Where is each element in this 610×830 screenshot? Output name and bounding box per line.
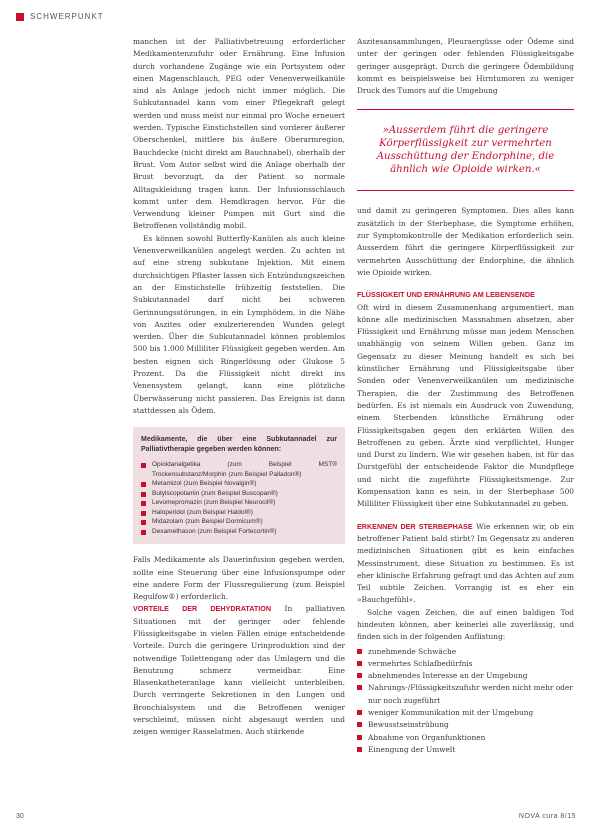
body-paragraph: ERKENNEN DER STERBEPHASE Wie erkennen wir, ob ein betroffener Patient bald stirbt? Im Gegensatz zu anderen medizinischen Situationen gibt es kein einfaches Messinstrument, diese Situation zu bestimmen. Es ist eher klinische Erfahrung gefragt und das Achten auf zum Teil subtile Zeichen. Vorrangig ist es eher ein »Bauchgefühl«. [357, 521, 574, 605]
bullet-icon [357, 685, 362, 690]
body-paragraph: Falls Medikamente als Dauerinfusion gegeben werden, sollte eine Steuerung über eine Infusionspumpe oder eine andere Form der Flussregulierung (zum Beispiel Regulfow®) erforderlich. [133, 555, 345, 602]
infobox-title: Medikamente, die über eine Subkutannadel zur Palliativtherapie gegeben werden können: [141, 436, 337, 454]
bullet-icon [357, 673, 362, 678]
body-paragraph: Es können sowohl Butterfly-Kanülen als auch kleine Venenverweilkanülen angelegt werden. Zu achten ist auf eine streng subkutane Injektion. Mit einem durchsichtigen Pflaster lassen sich Entzündungszeichen an der Einstichstelle frühzeitig feststellen. Die Subkutannadel darf nicht bei schweren Gerinnungsstörungen, in ein Lymphödem, in die Nähe von Aszites oder exulzerierenden Wunden gelegt werden. Über die Subkutannadel können problemlos 500 bis 1.000 Milliliter Flüssigkeit gegeben werden. Am besten eignen sich Ringerlösung oder Glukose 5 Prozent. Da die Flüssigkeit nicht direkt ins Venensystem gelangt, kann eine plötzliche Überwässerung nicht passieren. Das Ereignis ist dann stattdessen als Ödem. [133, 233, 345, 415]
list-item: Opioidanalgetika (zum Beispiel MST® Trockensubstanz/Morphin (zum Beispiel Palladon®) [141, 460, 337, 479]
list-item: abnehmendes Interesse an der Umgebung [357, 670, 574, 682]
bullet-icon [141, 492, 146, 497]
list-item: zunehmende Schwäche [357, 646, 574, 658]
body-paragraph: Aszitesansammlungen, Pleuraergüsse oder Ödeme sind unter der geringen oder fehlenden Flüssigkeitsgabe geringer ausgeprägt. Durch die geringere Ödembildung kommt es beispielsweise bei Hirntumoren zu weniger Druck des Tumors auf die Umgebung [357, 37, 574, 96]
page-header [16, 12, 104, 21]
list-item: Butylscopolamin (zum Beispiel Buscopan®) [141, 489, 337, 499]
signs-list [357, 646, 574, 757]
bullet-icon [357, 710, 362, 715]
medication-infobox [133, 427, 345, 544]
magazine-name: NOVA cura 8/15 [518, 813, 576, 820]
list-item: Einengung der Umwelt [357, 744, 574, 756]
bullet-icon [141, 463, 146, 468]
section-heading: ERKENNEN DER STERBEPHASE [357, 521, 473, 531]
left-column [133, 36, 345, 739]
bullet-icon [357, 735, 362, 740]
body-paragraph: und damit zu geringeren Symptomen. Dies alles kann zusätzlich in der Sterbephase, die Symptome erhöhen, zur Symptomkontrolle der Medikation erforderlich sein. Ausserdem führt die geringere Körperflüssigkeit zur vermehrten Ausschüttung der Endorphine, die ähnlich wie Opioide wirken. [357, 206, 574, 277]
bullet-icon [357, 649, 362, 654]
body-paragraph: manchen ist der Palliativbetreuung erforderlicher Medikamentenzufuhr oder Ernährung. Eine Infusion durch vorhandene Zugänge wie ein Portsystem oder einen Magenschlauch, PEG oder Venenverweilkanüle sind als Anlage jedoch nicht immer möglich. Die Subkutannadel kann vom einer Pflegekraft gelegt werden und muss meist nur einmal pro Woche erneuert werden. Typische Einstichstellen sind vorderer äußerer Oberschenkel, mittlere bis äußere Oberarmregion, Bauchdecke (nicht direkt am Bauchnabel), oberhalb der Brust. Vom Autor selbst wird die Anlage oberhalb der Brust bevorzugt, da der Patient so normale Alltagskleidung tragen kann. Der Infusionsschlauch kommt unter dem Hemdkragen hervor. Für die Verwendung kleiner Pumpen mit Gurt sind die Betroffenen vollständig mobil. [133, 37, 345, 231]
body-paragraph: Oft wird in diesem Zusammenhang argumentiert, man könne alle medizinischen Massnahmen absetzen, aber Flüssigkeit und Ernährung müsse man jedem Menschen unabhängig von seinem Willen geben. Ganz im Gegensatz zu dieser Meinung handelt es sich bei künstlicher Ernährung und Flüssigkeitsgabe über Sonden oder Venenverweilkanülen um medizinische Therapien, die der Zustimmung des Betroffenen bedürfen. Es ist niemals ein Ausdruck von Zuwendung, einem Sterbenden künstliche Ernährung oder Flüssigkeitsgaben gegen den erklärten Willen des Betroffenen zu geben. Ärzte sind verpflichtet, Hunger und Durst zu lindern. Wie wir gesehen haben, ist für das Durstgefühl der entscheidende Faktor die Mundpflege und nicht die zugeführte Flüssigkeitsmenge. Zur Kompensation kann es sein, in der Sterbephase 500 Milliliter Flüssigkeit über eine Subkutannadel zu geben. [357, 302, 574, 509]
list-item: weniger Kommunikation mit der Umgebung [357, 707, 574, 719]
section-heading: VORTEILE DER DEHYDRATATION [133, 604, 272, 614]
body-paragraph: VORTEILE DER DEHYDRATATION In palliativen Situationen mit der geringer oder fehlende Flüssigkeitsgabe in vielen Fällen einige entscheidende Vorteile. Durch die geringere Urinproduktion sind der notwendige Toilettengang oder das Umlagern und die Benutzung schmerz vermeidbar. Eine Blasenkatheteranlage kann vielleicht unterbleiben. Durch verringerte Sekretionen in den Lungen und Bronchialsystem und die Betroffenen weniger verschleimt, müssen nicht abgesaugt werden und zeigen weniger Rasselatmen. Auch stärkende [133, 604, 345, 737]
bullet-icon [141, 530, 146, 535]
section-title: SCHWERPUNKT [30, 12, 104, 21]
list-item: Haloperidol (zum Beispiel Haldol®) [141, 508, 337, 518]
list-item: Metamizol (zum Beispiel Novalgin®) [141, 479, 337, 489]
list-item: Bewusstseinstrübung [357, 719, 574, 731]
section-heading: FLÜSSIGKEIT UND ERNÄHRUNG AM LEBENSENDE [357, 290, 535, 300]
pull-quote: »Ausserdem führt die geringere Körperflüssigkeit zur vermehrten Ausschüttung der Endorphine, die ähnlich wie Opioide wirken.« [357, 109, 574, 191]
list-item: Levomepromazin (zum Beispiel Neurocil®) [141, 498, 337, 508]
list-item: Nahrungs-/Flüssigkeitszufuhr werden nicht mehr oder nur noch zugeführt [357, 682, 574, 707]
list-item: Abnahme von Organfunktionen [357, 732, 574, 744]
section-marker [16, 13, 24, 21]
body-paragraph: Solche vagen Zeichen, die auf einen baldigen Tod hindeuten können, aber keinerlei alle zuverlässig, und finden sich in der folgenden Auflistung: [357, 607, 574, 642]
bullet-icon [141, 482, 146, 487]
bullet-icon [141, 511, 146, 516]
list-item: vermehrtes Schlafbedürfnis [357, 658, 574, 670]
bullet-icon [141, 501, 146, 506]
right-column [357, 36, 574, 756]
list-item: Dexamethason (zum Beispiel Fortecortin®) [141, 527, 337, 537]
bullet-icon [141, 520, 146, 525]
medication-list [141, 460, 337, 536]
page-number: 30 [16, 813, 24, 820]
bullet-icon [357, 747, 362, 752]
bullet-icon [357, 661, 362, 666]
bullet-icon [357, 722, 362, 727]
list-item: Midazolam (zum Beispiel Dormicum®) [141, 517, 337, 527]
